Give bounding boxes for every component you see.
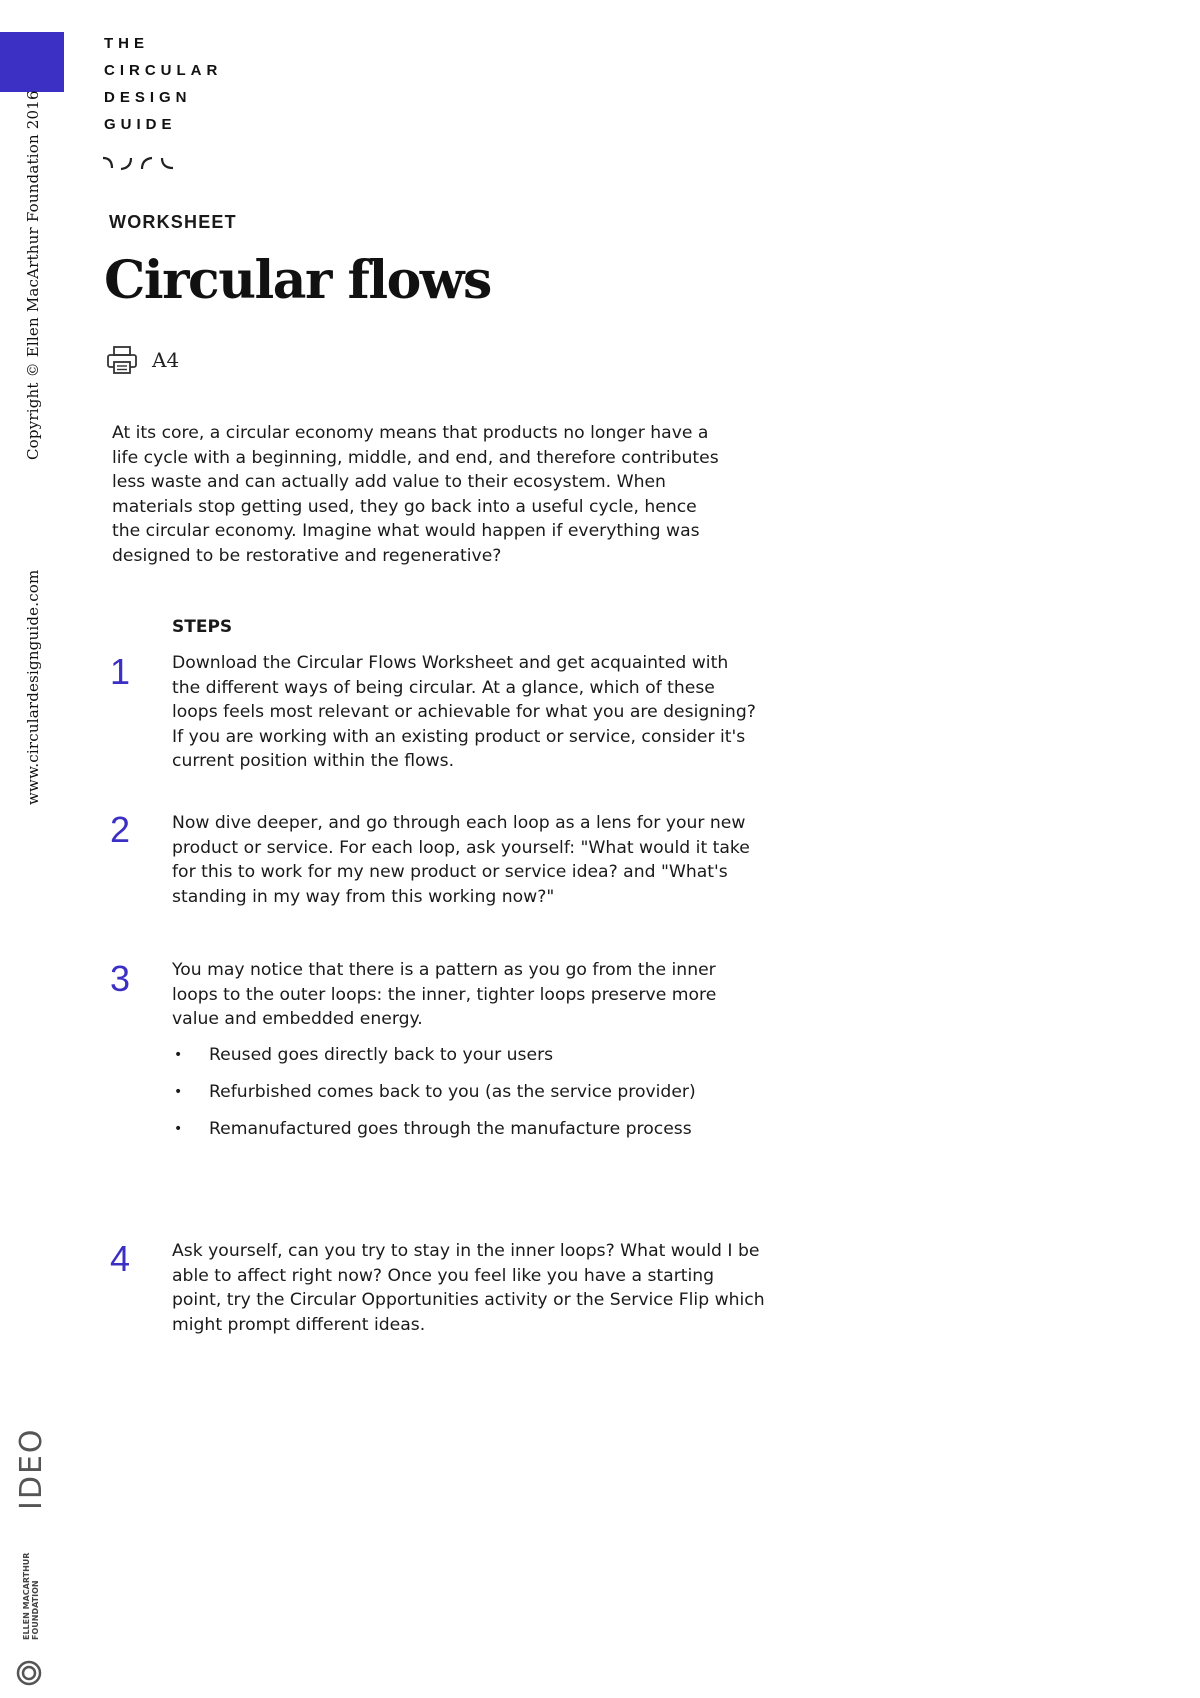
list-item: • Reused goes directly back to your users (174, 1045, 554, 1065)
accent-block (0, 32, 64, 92)
emf-logo-text: ELLEN MACARTHUR FOUNDATION (22, 1552, 40, 1640)
brand-line: DESIGN (104, 89, 192, 106)
loops-icon (100, 152, 180, 174)
step-number: 4 (110, 1238, 131, 1279)
copyright-text: Copyright © Ellen MacArthur Foundation 2016 (24, 90, 42, 460)
worksheet-label: WORKSHEET (109, 212, 237, 232)
brand-line: GUIDE (104, 116, 177, 133)
steps-heading: STEPS (172, 617, 233, 637)
list-item: • Remanufactured goes through the manufacture process (174, 1119, 692, 1139)
step-text: Now dive deeper, and go through each loop as a lens for your new product or service. For each loop, ask yourself: "What would it take for this to work for my new product or service idea? and "What's standing in my way from this working now?" (172, 813, 750, 907)
step-number: 1 (110, 651, 131, 692)
step-3-bullets (172, 1043, 696, 1154)
step-number: 3 (110, 958, 131, 999)
step-text: Download the Circular Flows Worksheet and get acquainted with the different ways of being circular. At a glance, which of these loops feels most relevant or achievable for what you are designing? If you are working with an existing product or service, consider it's current position within the flows. (172, 653, 756, 771)
step-text: Ask yourself, can you try to stay in the inner loops? What would I be able to affect right now? Once you feel like you have a starting point, try the Circular Opportunities activity or the Service Flip which might prompt different ideas. (172, 1241, 765, 1335)
list-item: • Refurbished comes back to you (as the service provider) (174, 1082, 696, 1102)
brand-wordmark (104, 30, 222, 138)
step-number: 2 (110, 809, 131, 850)
intro-paragraph: At its core, a circular economy means that products no longer have a life cycle with a beginning, middle, and end, and therefore contributes less waste and can actually add value to their ecosystem. When materials stop getting used, they go back into a useful cycle, hence the circular economy. Imagine what would happen if everything was designed to be restorative and regenerative? (112, 423, 719, 566)
brand-line: THE (104, 35, 149, 52)
step-text: You may notice that there is a pattern as you go from the inner loops to the outer loops: the inner, tighter loops preserve more value and embedded energy. (172, 960, 717, 1029)
ideo-logo: IDEO (14, 1427, 49, 1510)
printer-icon (106, 345, 138, 375)
website-link[interactable]: www.circulardesignguide.com (24, 569, 42, 805)
brand-line: CIRCULAR (104, 62, 223, 79)
page-title: Circular flows (104, 250, 491, 311)
paper-size: A4 (152, 348, 180, 372)
paper-info (106, 345, 179, 375)
